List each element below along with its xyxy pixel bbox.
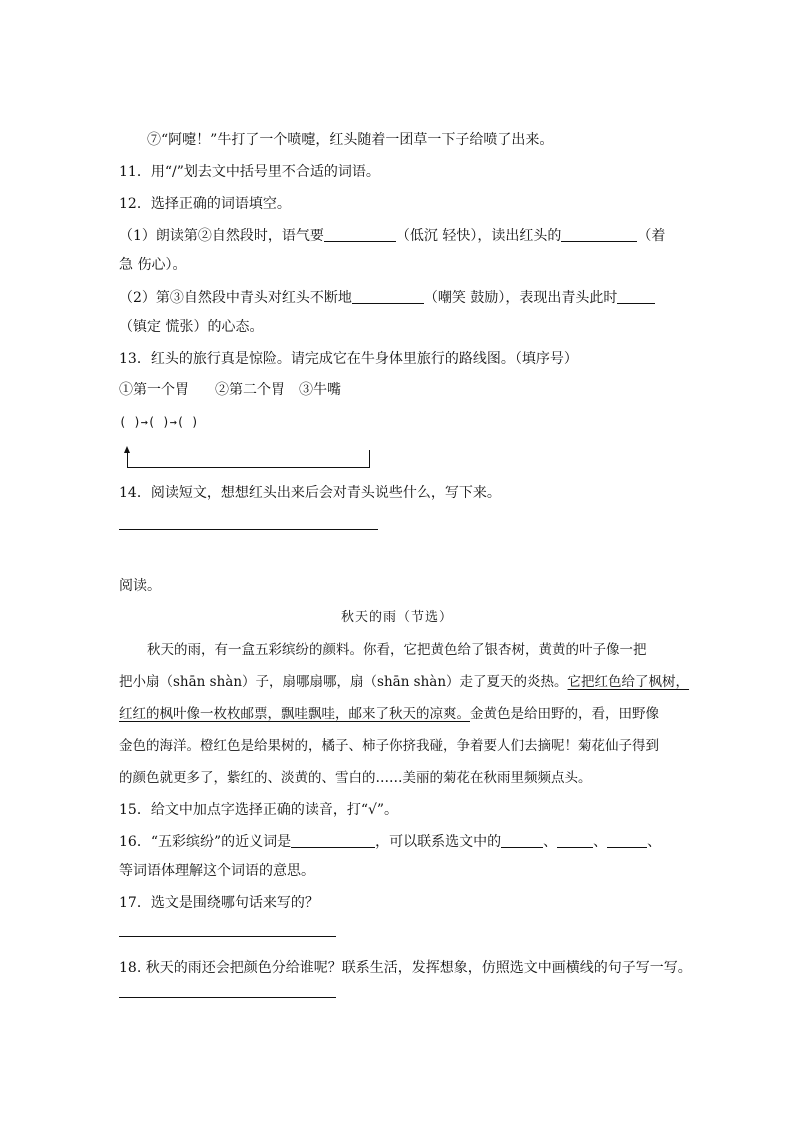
answer-blank[interactable] <box>561 241 637 242</box>
passage-text: 秋天的雨，有一盒五彩缤纷的颜料。你看，它把黄色给了银杏树，黄黄的叶子像一把 <box>147 642 647 658</box>
question-15: 15．给文中加点字选择正确的读音，打“√”。 <box>119 802 399 818</box>
answer-blank[interactable] <box>607 847 647 848</box>
underlined-sentence: 红红的枫叶像一枚枚邮票，飘哇飘哇，邮来了秋天的凉爽。 <box>119 706 470 722</box>
q16-prompt: 16．“五彩缤纷”的近义词是 <box>119 834 292 850</box>
passage-text: 金黄色是给田野的，看，田野像 <box>470 706 659 722</box>
option-1: ①第一个胃 <box>119 382 189 398</box>
q12-sub2-prompt: （2）第③自然段中青头对红头不断地 <box>119 290 352 306</box>
underlined-sentence: 它把红色给了枫树， <box>567 674 690 690</box>
question-17: 17．选文是围绕哪句话来写的？ <box>119 895 319 911</box>
question-13-title: 13．红头的旅行真是惊险。请完成它在牛身体里旅行的路线图。（填序号） <box>119 351 578 367</box>
passage-line: 的颜色就更多了，紫红的、淡黄的、雪白的……美丽的菊花在秋雨里频频点头。 <box>119 770 592 786</box>
passage-text: 把小扇（shān shàn）子，扇哪扇哪，扇（shān shàn）走了夏天的炎热。 <box>119 674 568 690</box>
route-answer-slots[interactable]: ( )→( )→( ) <box>119 415 199 429</box>
separator: 、 <box>647 834 662 850</box>
q12-sub1-options: （低沉 轻快），读出红头的 <box>395 228 562 244</box>
reading-label: 阅读。 <box>119 578 161 594</box>
question-16-line2: 等词语体理解这个词语的意思。 <box>119 863 315 879</box>
option-2: ②第二个胃 <box>215 382 285 398</box>
question-12-sub2-line2: （镇定 慌张）的心态。 <box>119 319 264 335</box>
q12-sub1-prompt: （1）朗读第②自然段时，语气要 <box>119 228 324 244</box>
answer-line-14[interactable] <box>119 529 378 530</box>
answer-blank[interactable] <box>501 847 543 848</box>
q12-sub1-options-cont: （着 <box>637 228 666 244</box>
option-3: ③牛嘴 <box>299 382 341 398</box>
answer-line-18[interactable] <box>119 997 336 998</box>
answer-blank[interactable] <box>617 303 655 304</box>
answer-blank[interactable] <box>352 303 424 304</box>
question-12-sub1-line2: 急 伤心）。 <box>119 257 187 273</box>
question-12-title: 12．选择正确的词语填空。 <box>119 196 291 212</box>
separator: 、 <box>593 834 608 850</box>
question-13-options <box>119 380 341 400</box>
question-18: 18. 秋天的雨还会把颜色分给谁呢？联系生活，发挥想象，仿照选文中画横线的句子写一写。 <box>119 960 692 976</box>
answer-blank[interactable] <box>324 241 396 242</box>
answer-line-17[interactable] <box>119 936 336 937</box>
q16-prompt-cont: ，可以联系选文中的 <box>375 834 502 850</box>
question-11: 11．用“/”划去文中括号里不合适的词语。 <box>119 164 380 180</box>
answer-blank[interactable] <box>291 847 375 848</box>
passage-line <box>119 640 647 660</box>
route-diagram-box <box>127 450 370 468</box>
question-16-line1 <box>119 832 661 852</box>
question-14: 14．阅读短文，想想红头出来后会对青头说些什么，写下来。 <box>119 485 501 501</box>
passage-line <box>119 672 689 692</box>
question-12-sub1-line1 <box>119 226 665 246</box>
answer-blank[interactable] <box>557 847 593 848</box>
paragraph-7: ⑦“阿嚏！”牛打了一个喷嚏，红头随着一团草一下子给喷了出来。 <box>147 132 554 148</box>
route-arrow-icon <box>124 446 130 453</box>
separator: 、 <box>543 834 558 850</box>
q12-sub2-options: （嘲笑 鼓励），表现出青头此时 <box>423 290 618 306</box>
question-12-sub2-line1 <box>119 288 655 308</box>
passage-title: 秋天的雨（节选） <box>340 610 453 625</box>
passage-line: 金色的海洋。橙红色是给果树的，橘子、柿子你挤我碰，争着要人们去摘呢！菊花仙子得到 <box>119 738 659 754</box>
passage-line <box>119 704 659 724</box>
